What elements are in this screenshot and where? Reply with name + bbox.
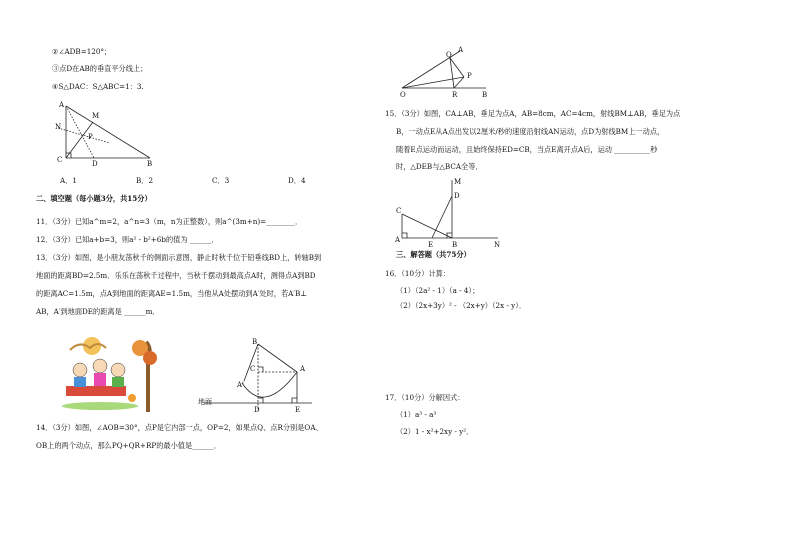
q16-part2: （2）（2x+3y）² - （2x+y）（2x - y）． bbox=[396, 301, 527, 310]
q10-option-a[interactable]: A．1 bbox=[60, 176, 77, 185]
q14-angle-svg bbox=[396, 44, 496, 100]
q10-label-a: A bbox=[59, 101, 65, 109]
q15-line3: 随着E点运动而运动，且始终保持ED=CB，当点E离开点A后，运动 __________秒 bbox=[396, 145, 658, 154]
q14-line1: 14．（3分）如图，∠AOB=30°，点P是它内部一点，OP=2，如果点Q、点R分别是OA、 bbox=[36, 423, 323, 432]
q13-swing-svg bbox=[194, 336, 314, 414]
q10-label-n: N bbox=[55, 123, 62, 131]
q15-svg bbox=[390, 176, 506, 252]
q10-option-b[interactable]: B．2 bbox=[136, 176, 154, 185]
q17-title: 17．（10分）分解因式： bbox=[385, 393, 465, 402]
q10-label-p: P bbox=[88, 133, 93, 141]
q10-label-d: D bbox=[92, 160, 98, 168]
q15-label-a: A bbox=[395, 236, 401, 244]
q10-item-3: ③点D在AB的垂直平分线上； bbox=[52, 64, 148, 73]
swing-cartoon-illustration bbox=[60, 336, 160, 412]
swing-cartoon-svg bbox=[60, 336, 160, 412]
q15-figure bbox=[390, 176, 506, 252]
q12-text: 12．（3分）已知a+b=3，则a² - b²+6b的值为 ______． bbox=[36, 235, 219, 244]
q13-line2: 地面的距离BD=2.5m．乐乐在荡秋千过程中，当秋千摆动到最高点A时，测得点A到BD bbox=[36, 271, 316, 280]
q13-label-c: C bbox=[250, 365, 256, 373]
q14-label-p: P bbox=[467, 72, 472, 80]
q10-triangle-svg bbox=[52, 98, 162, 170]
section3-heading: 三、解答题（共75分） bbox=[396, 250, 471, 259]
q11-text: 11．（3分）已知a^m=2，a^n=3（m，n为正整数），则a^(3m+n)=________． bbox=[36, 217, 303, 226]
q13-label-a: A bbox=[300, 365, 306, 373]
q10-option-d[interactable]: D．4 bbox=[288, 176, 306, 185]
q15-label-m: M bbox=[454, 178, 462, 186]
q13-swing-figure bbox=[194, 336, 314, 414]
q13-label-ground: 地面 bbox=[198, 398, 212, 406]
q15-label-c: C bbox=[396, 207, 402, 215]
q14-label-b: B bbox=[482, 91, 488, 99]
q17-part2: （2）1 - x²+2xy - y²． bbox=[396, 427, 474, 436]
q13-label-e: E bbox=[295, 406, 301, 414]
q13-label-b: B bbox=[252, 338, 258, 346]
q15-line4: 时，△DEB与△BCA全等． bbox=[396, 162, 483, 171]
q13-label-d: D bbox=[254, 406, 260, 414]
q10-label-b: B bbox=[147, 160, 153, 168]
q10-label-c: C bbox=[57, 156, 63, 164]
q15-line2: B，一动点E从A点出发以2厘米/秒的速度沿射线AN运动，点D为射线BM上一动点， bbox=[396, 127, 665, 136]
q14-label-a: A bbox=[458, 46, 464, 54]
q14-label-r: R bbox=[452, 91, 458, 99]
q10-option-c[interactable]: C．3 bbox=[212, 176, 230, 185]
section2-heading: 二、填空题（每小题3分，共15分） bbox=[36, 194, 152, 203]
q15-line1: 15．（3分）如图，CA⊥AB，垂足为点A，AB=8cm，AC=4cm，射线BM⊥AB，垂足为点 bbox=[385, 109, 681, 118]
q10-item-4: ④S△DAC：S△ABC=1：3. bbox=[52, 82, 144, 91]
q14-label-o: O bbox=[400, 91, 406, 99]
q13-label-a-prime: A' bbox=[237, 381, 244, 389]
q16-part1: （1）（2a² - 1）（a - 4）； bbox=[396, 286, 480, 295]
q14-label-q: Q bbox=[446, 51, 452, 59]
q14-angle-figure bbox=[396, 44, 496, 100]
q10-item-2: ②∠ADB=120°； bbox=[52, 47, 112, 56]
q16-title: 16．（10分）计算： bbox=[385, 269, 451, 278]
q13-line3: 的距离AC=1.5m，点A到地面的距离AE=1.5m，当他从A处摆动到A′处时，若A′B⊥ bbox=[36, 289, 308, 298]
q17-part1: （1）a³ - a³ bbox=[396, 410, 437, 419]
q15-label-e: E bbox=[428, 241, 434, 249]
q10-triangle-figure bbox=[52, 98, 162, 170]
q13-line1: 13．（3分）如图，是小朋友荡秋千的侧面示意图，静止时秋千位于铅垂线BD上，转轴B到 bbox=[36, 253, 322, 262]
q13-line4: AB，A′到地面DE的距离是 ______m． bbox=[36, 307, 160, 316]
q14-line2: OB上的两个动点，那么PQ+QR+RP的最小值是______． bbox=[36, 441, 221, 450]
q15-label-d: D bbox=[454, 192, 460, 200]
q15-label-n: N bbox=[494, 241, 501, 249]
q15-label-b: B bbox=[452, 241, 458, 249]
q10-label-m: M bbox=[92, 112, 100, 120]
